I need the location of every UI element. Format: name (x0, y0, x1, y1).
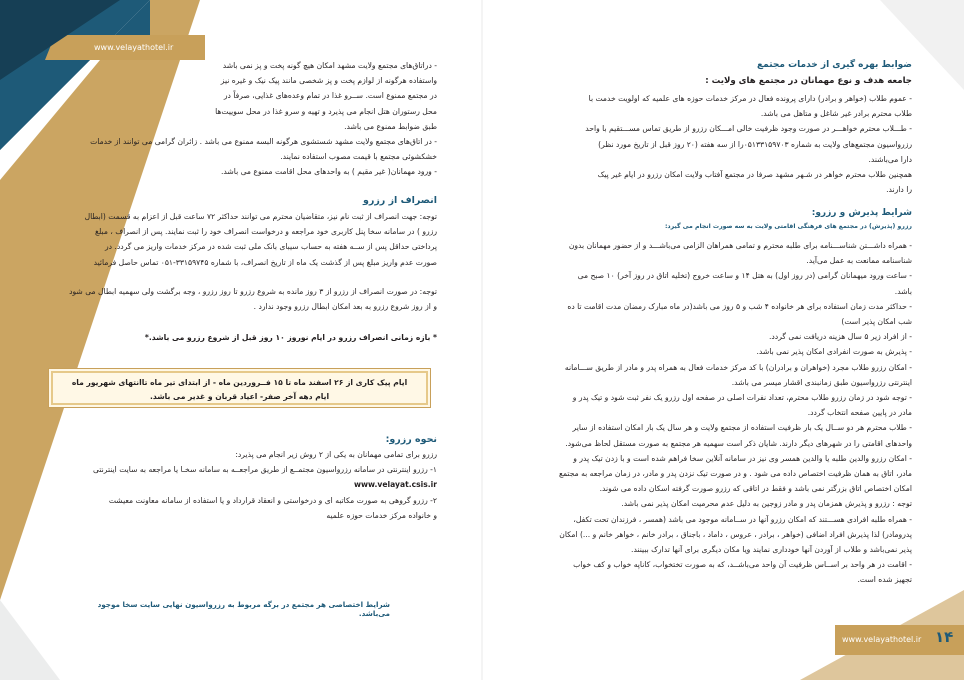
text-line: محل رستوران هتل انجام می پذیرد و تهیه و سرو غذا در محل سوییت‌ها (215, 106, 437, 116)
text-line: در مجتمع ممنوع است. ســرو غذا در تمام وعده‌های غذایی، صرفاً در (223, 91, 437, 101)
text-line: پدرومادر) لذا پذیرش افراد اضافی (خواهر ، برادر ، عروس ، داماد ، باجناق ، برادر خانم ، خواهر خانم و ...) امکان (559, 529, 912, 539)
text-line: طبق ضوابط ممنوع می باشد. (344, 121, 437, 131)
text-line: همچنین طلاب محترم خواهر در شـهر مشهد صرفا در مجتمع آفتاب ولایت امکان رزرو در ایام غیر پیک (597, 170, 912, 180)
conditions-title: شرایط پذیرش و رزرو: (811, 208, 912, 218)
text-line: ۲- رزرو گروهی به صورت مکاتبه ای و درخواستی و انعقاد قرارداد و یا استفاده از سامانه معاونت معیشت (108, 495, 437, 505)
text-line: - امکان رزرو والدین طلبه یا والدین همسر وی نیز در سامانه آنلاین سخا فراهم شده است و با زدن تیک پدر و (573, 453, 912, 463)
text-line: تجهیز شده است. (857, 575, 912, 585)
text-line: - همراه داشـــتن شناســـنامه برای طلبه محترم و تمامی همراهان الزامی می‌باشـــد و از حضور مهمانان بدون (568, 241, 912, 250)
text-line: رزرو برای تمامی مهمانان به یکی از ۲ روش زیر انجام می پذیرد: (235, 450, 437, 459)
text-line: صورت عدم واریز مبلغ پس از گذشت یک ماه از تاریخ انصراف، با شماره ۳۳۱۵۹۷۴۵-۰۵۱ تماس حاصل فرمائید (93, 257, 437, 267)
left-website: www.velayathotel.ir (94, 43, 174, 52)
text-line: - از افراد زیر ۵ سال هزینه دریافت نمی گردد. (769, 332, 912, 342)
text-line: - امکان رزرو طلاب مجرد (خواهران و برادران) با کد مرکز خدمات فعال به همراه پدر و مادر از طریق ســـامانه (564, 362, 912, 372)
text-line: و از روز شروع رزرو به بعد امکان ابطال رزرو وجود ندارد . (253, 302, 437, 312)
text-line: - پذیرش به صورت انفرادی امکان پذیر نمی باشد. (756, 347, 912, 357)
text-line: ایام دهه آخر صفر- اعیاد قربان و غدیر می باشد. (149, 391, 330, 401)
right-website: www.velayathotel.ir (842, 635, 922, 644)
cancel-note (60, 284, 437, 314)
left-page-number: ۱۵ (62, 38, 81, 56)
text-line: توجه: در صورت انصراف از رزرو از ۳ روز مانده به شروع رزرو تا روز رزرو ، وجه برگشت ولی سهمیه ابطال می شود (69, 287, 437, 296)
text-line: و خانواده مرکز خدمات حوزه علمیه (326, 510, 437, 520)
text-line: پذیر نمی‌باشد و طلاب از آوردن آنها خودداری نمایند ویا مکان دیگری برای آنها تدارک ببینند. (631, 545, 912, 555)
text-line: ۱- رزرو اینترنتی در سامانه رزرواسیون مجتمــع از طریق مراجعــه به سامانه سخـا یا مراجعه به سایت اینترنتی (93, 465, 437, 475)
text-line: - ورود مهمانان( غیر مقیم ) به واحدهای محل اقامت ممنوع می باشد. (221, 167, 437, 177)
booking-url[interactable]: www.velayat.csis.ir (353, 480, 437, 490)
text-line: مادر، اتاق به همان ظرفیت اختصاص داده می شود . و در صورت تیک نزدن پدر و مادر، در زمان مراجعه به مجتمع (558, 469, 912, 479)
text-line: خشکشوئی مجتمع با قیمت مصوب استفاده نمایند. (280, 152, 437, 162)
text-line: توجه: جهت انصراف از ثبت نام نیز، متقاضیان محترم می توانند حداکثر ۷۲ ساعت قبل از اعزام به قسمت (ابطال (84, 212, 437, 221)
text-line: - طلاب محترم هر دو ســال یک بار ظرفیت استفاده از مجتمع ولایت و هر سال یک بار امکان استفاده از سایر (572, 423, 912, 433)
text-line: پرداختی حداقل پس از ســه هفته به حساب سیبای بانک ملی ثبت شده در مرکز خدمات واریز می گردد. در (104, 242, 437, 252)
text-line: - اقامت در هر واحد بر اســاس ظرفیت آن واحد می‌باشــد، که به صورت تختخواب، کاناپه خواب و کف خواب (573, 560, 912, 570)
text-line: اینترنتی رزرواسیون طبق زمانبندی اقشار میسر می باشد. (731, 377, 912, 387)
text-line: - عموم طلاب (خواهر و برادر) دارای پرونده فعال در مرکز خدمات حوزه های علمیه که اولویت خدمت با (588, 94, 912, 103)
text-line: - طـــلاب محترم خواهـــر در صورت وجود ظرفیت خالی امـــکان رزرو از طریق تماس مســـتقیم با واحد (585, 124, 912, 134)
right-page-number: ۱۴ (935, 628, 954, 646)
text-line: واستفاده هرگونه از لوازم پخت و پز شخصی مانند پیک نیک و غیره نیز (220, 76, 437, 86)
cancel-paragraph (60, 209, 437, 270)
right-title: ضوابط بهره گیری از خدمات مجتمع (757, 60, 912, 70)
text-line: - دراتاق‌های مجتمع ولایت مشهد امکان هیچ گونه پخت و پز نمی باشد (222, 61, 437, 70)
left-top-rules-2 (60, 134, 437, 180)
text-line: - همراه طلبه افرادی هســـتند که امکان رزرو آنها در ســامانه موجود می باشد (همسر ، فرزندان تحت تکفل، (573, 514, 912, 524)
booking-paragraph (60, 447, 437, 523)
conditions-paragraph (520, 238, 912, 588)
text-line: توجه : رزرو و پذیرش همزمان پدر و مادر زوجین به دلیل عدم محرمیت امکان پذیر نمی باشد. (621, 499, 912, 509)
text-line: شب امکان پذیر است) (841, 317, 912, 327)
left-footer-note: شرایط اختصاصی هر مجتمع در برگه مربوط به رزرواسیون نهایی سایت سخا موجود می‌باشد. (97, 600, 390, 618)
target-paragraph (520, 91, 912, 197)
text-line: - توجه شود در زمان رزرو طلاب محترم، تعداد نفرات اصلی در صفحه اول رزرو یک نفر ثبت شود و تیک پدر و (572, 393, 912, 403)
conditions-subtitle: رزرو (پذیرش) در مجتمع های فرهنگی اقامتی ولایت به سه صورت انجام می گیرد: (664, 223, 912, 230)
text-line: امکان اختصاص اتاق بزرگتر نمی باشد و فقط در اتاقی که رزرو صورت گرفته اسکان داده می شوند. (599, 484, 912, 494)
cancel-title: انصراف از رزرو (362, 195, 437, 206)
text-line: - حداکثر مدت زمان استفاده برای هر خانواده ۴ شب و ۵ روز می باشد(در ماه مبارک رمضان مدت اقامت تا ده (567, 301, 912, 311)
text-line: - در اتاق‌های مجتمع ولایت مشهد شستشوی هرگونه البسه ممنوع می باشد . زائران گرامی می توانند از خدمات (90, 137, 437, 146)
left-top-rules (190, 58, 437, 134)
text-line: را دارند. (886, 185, 912, 195)
nowruz-note: * بازه زمانی انصراف رزرو در ایام نوروز ۱۰ روز قبل از شروع رزرو می باشد.* (144, 333, 437, 342)
text-line: - ساعت ورود میهمانان گرامی (در روز اول) به هتل ۱۴ و ساعت خروج (تخلیه اتاق در روز آخر) ۱۰ صبح می (577, 271, 912, 281)
grey-bottom-shape (0, 600, 60, 680)
text-line: باشد. (894, 286, 912, 296)
text-line: رزرو ) در سامانه سخا پنل کاربری خود مراجعه و درخواست انصراف خود را ثبت نمایند. پس از انصراف ، مبلغ (95, 227, 437, 237)
text-line: طلاب محترم برادر غیر شاغل و متاهل می باشد. (760, 109, 912, 119)
text-line: شناسنامه ممانعت به عمل می‌آید. (806, 256, 912, 266)
text-line: رزرواسیون مجتمع‌های ولایت به شماره ۰۵۱۳۳۱۵۹۷۰۳را از سه هفته (۲۰ روز قبل از تاریخ مورد نظر) (598, 139, 912, 149)
text-line: مادر در پایین صفحه انتخاب گردد. (807, 408, 912, 418)
peak-days-box (48, 368, 431, 408)
text-line: ایام پیک کاری از ۲۶ اسفند ماه تا ۱۵ فــروردین ماه - از ابتدای تیر ماه تاانتهای شهریور ماه (71, 378, 408, 387)
text-line: واحدهای اقامتی را در شهرهای دیگر دارند. شایان ذکر است سهمیه هر مجتمع به صورت مستقل لحاظ می‌شود. (565, 438, 912, 448)
text-line: دارا می‌باشند. (868, 154, 912, 164)
booking-title: نحوه رزرو: (385, 434, 437, 445)
right-subtitle: جامعه هدف و نوع مهمانان در مجتمع های ولایت : (705, 76, 912, 86)
